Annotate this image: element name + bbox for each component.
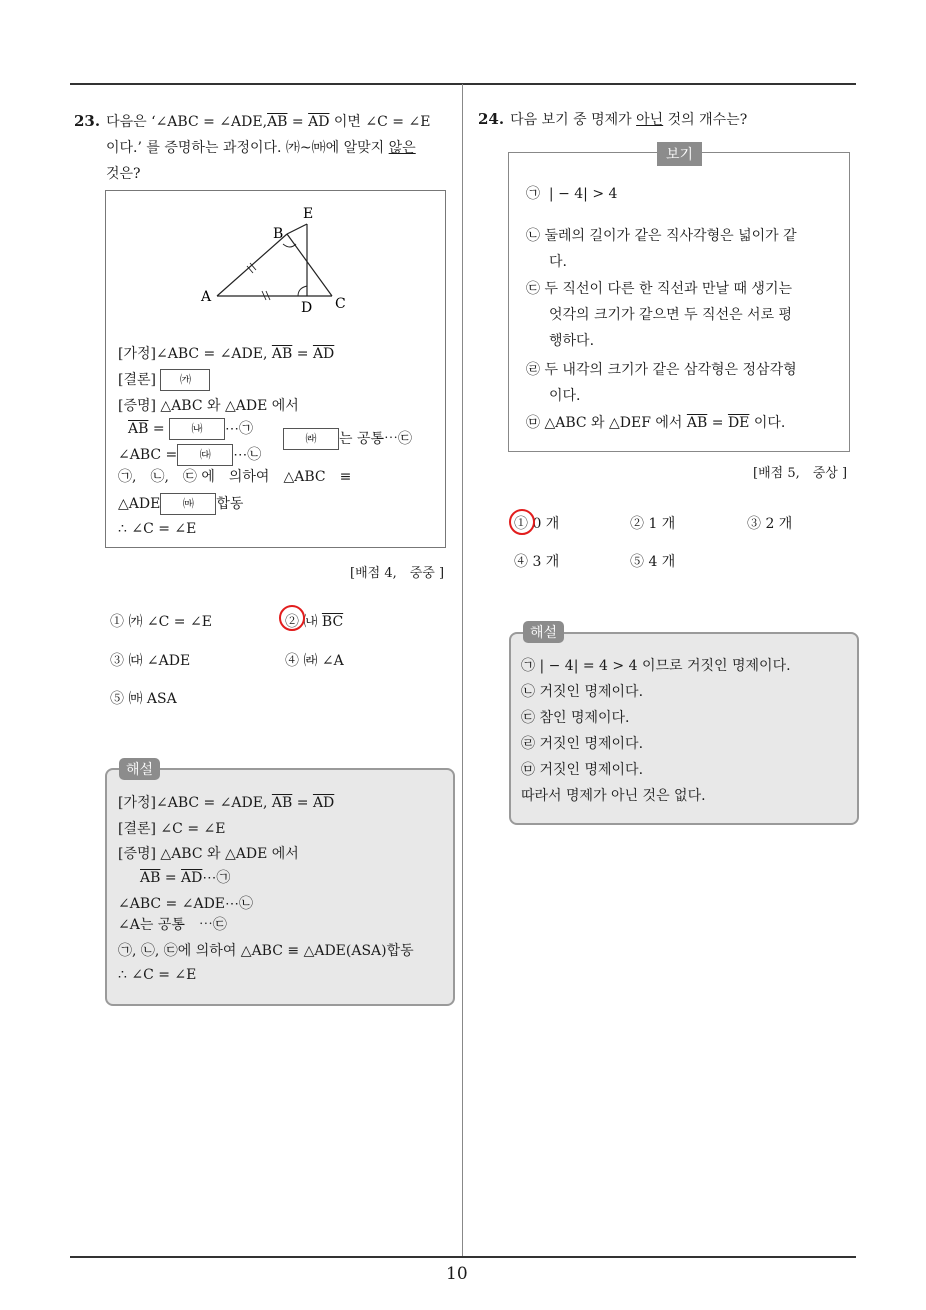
q23-triangle-figure bbox=[190, 200, 360, 315]
bottom-rule bbox=[70, 1256, 856, 1258]
sol24-line4: ㉣ 거짓인 명제이다. bbox=[521, 736, 644, 752]
q23-number: 23. bbox=[74, 112, 101, 130]
label-A: A bbox=[201, 289, 212, 305]
q24-choice-1[interactable]: ① 0 개 bbox=[514, 516, 560, 532]
q23-choice-5[interactable]: ⑤ ㈒ ASA bbox=[110, 691, 177, 707]
bogi-item-5: ㉤ △ABC 와 △DEF 에서 $\overline{AB} = \overline{DE}$ 이다. bbox=[526, 415, 786, 431]
q24-choice-3[interactable]: ③ 2 개 bbox=[747, 516, 793, 532]
sol23-conclusion: [결론] ∠C = ∠E bbox=[118, 821, 226, 837]
q24-solution-tag: 해설 bbox=[523, 621, 564, 643]
sol23-proof: [증명] △ABC 와 △ADE 에서 bbox=[118, 846, 299, 862]
q23-choice-2[interactable]: ② ㈏ $\overline{BC}$ bbox=[285, 614, 344, 630]
blank-da: ㈐ bbox=[177, 444, 233, 466]
q24-number: 24. bbox=[478, 110, 505, 128]
proof-hypothesis: [가정]∠ABC = ∠ADE, $\overline{AB} = \overline{AD}$ bbox=[118, 346, 335, 362]
top-rule bbox=[70, 83, 856, 85]
q24-choice-5[interactable]: ⑤ 4 개 bbox=[630, 554, 676, 570]
q24-answer-circle bbox=[509, 509, 535, 535]
bogi-item-1: ㉠ | − 4| > 4 bbox=[526, 186, 618, 202]
sol23-line5: ∠ABC = ∠ADE⋯㉡ bbox=[118, 896, 254, 912]
q24-choice-4[interactable]: ④ 3 개 bbox=[514, 554, 560, 570]
label-C: C bbox=[335, 296, 346, 312]
bogi-item-4: ㉣ 두 내각의 크기가 같은 삼각형은 정삼각형 이다. bbox=[526, 362, 797, 404]
q23-stem: 23. 다음은 ‘∠ABC = $\angle ADE,\overline{AB} = \overline{AD}$ 이면 ∠C = ∠E 이다.’ 를 증명하는 과정이다. ㈎~㈒에 알맞지 않은 것은? bbox=[74, 112, 431, 182]
sol24-line2: ㉡ 거짓인 명제이다. bbox=[521, 684, 644, 700]
q23-answer-circle bbox=[279, 605, 305, 631]
q23-score: [배점 4, 중중 ] bbox=[350, 566, 445, 581]
q24-choice-2[interactable]: ② 1 개 bbox=[630, 516, 676, 532]
q23-solution-tag: 해설 bbox=[119, 758, 160, 780]
proof-line-common: ㈑ 는 공통⋯㉢ bbox=[283, 428, 412, 450]
sol23-hypothesis: [가정]∠ABC = ∠ADE, $\overline{AB} = \overline{AD}$ bbox=[118, 795, 335, 811]
q24-stem: 24. 다음 보기 중 명제가 아닌 것의 개수는? bbox=[478, 110, 748, 128]
bogi-item-2: ㉡ 둘레의 길이가 같은 직사각형은 넓이가 같 다. bbox=[526, 228, 797, 270]
label-B: B bbox=[273, 226, 284, 242]
blank-ma: ㈒ bbox=[160, 493, 216, 515]
sol24-line1: ㉠ | − 4| = 4 > 4 이므로 거짓인 명제이다. bbox=[521, 658, 791, 674]
proof-line-1: $\overline{AB}$ = ㈏ ⋯㉠ bbox=[128, 418, 253, 440]
q24-bogi-tag: 보기 bbox=[657, 142, 702, 166]
proof-conclusion: [결론] ㈎ bbox=[118, 369, 210, 391]
blank-ga: ㈎ bbox=[160, 369, 210, 391]
q23-choice-3[interactable]: ③ ㈐ ∠ADE bbox=[110, 653, 191, 669]
q23-choice-4[interactable]: ④ ㈑ ∠A bbox=[285, 653, 344, 669]
sol23-line6: ∠A는 공통 ⋯㉢ bbox=[118, 917, 227, 933]
sol23-line8: ∴ ∠C = ∠E bbox=[118, 967, 197, 983]
q23-choice-1[interactable]: ① ㈎ ∠C = ∠E bbox=[110, 614, 212, 630]
column-divider bbox=[462, 84, 463, 1256]
bogi-item-3: ㉢ 두 직선이 다른 한 직선과 만날 때 생기는 엇각의 크기가 같으면 두 직선은 서로 평 행하다. bbox=[526, 281, 793, 349]
sol23-line4: $\overline{AB}$ = $\overline{AD}\cdots㉠$ bbox=[140, 870, 231, 886]
proof-statement: [증명] △ABC 와 △ADE 에서 bbox=[118, 398, 299, 414]
sol23-line7: ㉠, ㉡, ㉢에 의하여 △ABC ≡ △ADE(ASA)합동 bbox=[118, 943, 414, 959]
sol24-line5: ㉤ 거짓인 명제이다. bbox=[521, 762, 644, 778]
proof-line-2: ∠ABC = ㈐ ⋯㉡ bbox=[118, 444, 261, 466]
blank-na: ㈏ bbox=[169, 418, 225, 440]
sol24-line3: ㉢ 참인 명제이다. bbox=[521, 710, 630, 726]
label-D: D bbox=[301, 300, 313, 315]
proof-line-by: ㉠, ㉡, ㉢ 에 의하여 △ABC ≡ bbox=[118, 469, 352, 485]
blank-ra: ㈑ bbox=[283, 428, 339, 450]
page-number: 10 bbox=[446, 1264, 468, 1284]
label-E: E bbox=[303, 206, 314, 222]
proof-therefore: ∴ ∠C = ∠E bbox=[118, 521, 197, 537]
proof-line-ade: △ADE ㈒ 합동 bbox=[118, 493, 243, 515]
sol24-line6: 따라서 명제가 아닌 것은 없다. bbox=[521, 788, 706, 804]
q24-score: [배점 5, 중상 ] bbox=[753, 466, 848, 481]
